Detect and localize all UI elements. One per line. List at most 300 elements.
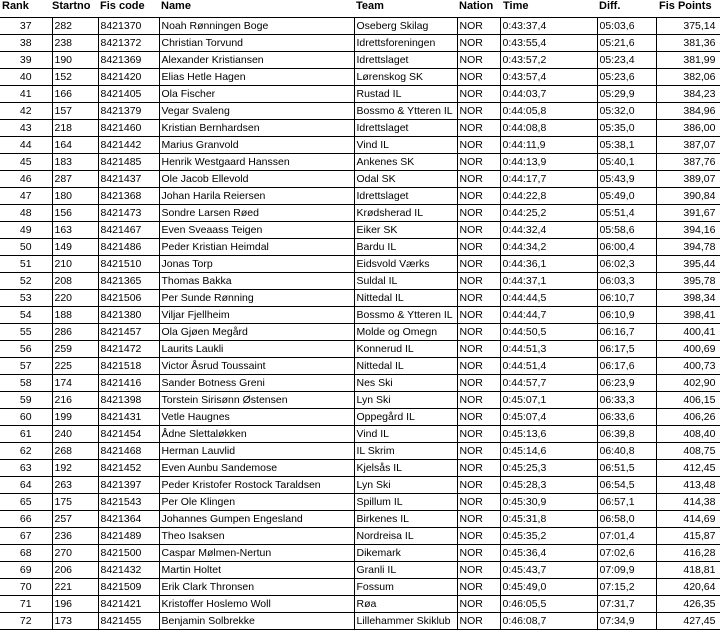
cell-team: Nes Ski (354, 375, 457, 392)
cell-startno: 221 (52, 579, 98, 596)
cell-fis-code: 8421365 (98, 273, 159, 290)
cell-diff: 05:29,9 (597, 86, 656, 103)
cell-team: Ankenes SK (354, 154, 457, 171)
cell-fis-points: 384,23 (656, 86, 720, 103)
cell-fis-points: 400,69 (656, 341, 720, 358)
cell-nation: NOR (457, 290, 500, 307)
cell-startno: 259 (52, 341, 98, 358)
cell-nation: NOR (457, 341, 500, 358)
cell-team: Molde og Omegn (354, 324, 457, 341)
cell-name: Peder Kristian Heimdal (159, 239, 354, 256)
cell-team: Idrettslaget (354, 52, 457, 69)
cell-time: 0:45:35,2 (500, 528, 597, 545)
header-nation: Nation (459, 0, 494, 12)
cell-team: Konnerud IL (354, 341, 457, 358)
cell-name: Victor Åsrud Toussaint (159, 358, 354, 375)
cell-nation: NOR (457, 426, 500, 443)
cell-diff: 05:23,4 (597, 52, 656, 69)
cell-diff: 06:10,7 (597, 290, 656, 307)
cell-rank: 63 (0, 460, 52, 477)
header-fis-code: Fis code (100, 0, 145, 12)
table-row (0, 494, 720, 511)
cell-fis-points: 395,44 (656, 256, 720, 273)
cell-diff: 06:23,9 (597, 375, 656, 392)
cell-diff: 05:58,6 (597, 222, 656, 239)
cell-name: Herman Lauvlid (159, 443, 354, 460)
cell-team: Granli IL (354, 562, 457, 579)
cell-nation: NOR (457, 120, 500, 137)
table-row (0, 188, 720, 205)
cell-nation: NOR (457, 324, 500, 341)
cell-team: Oseberg Skilag (354, 18, 457, 35)
cell-name: Kristian Bernhardsen (159, 120, 354, 137)
cell-name: Christian Torvund (159, 35, 354, 52)
cell-nation: NOR (457, 613, 500, 630)
cell-fis-code: 8421472 (98, 341, 159, 358)
cell-time: 0:44:44,7 (500, 307, 597, 324)
cell-startno: 180 (52, 188, 98, 205)
cell-nation: NOR (457, 545, 500, 562)
cell-nation: NOR (457, 18, 500, 35)
cell-fis-points: 402,90 (656, 375, 720, 392)
table-row (0, 358, 720, 375)
cell-time: 0:44:50,5 (500, 324, 597, 341)
cell-name: Laurits Laukli (159, 341, 354, 358)
cell-rank: 48 (0, 205, 52, 222)
cell-nation: NOR (457, 171, 500, 188)
cell-diff: 07:15,2 (597, 579, 656, 596)
cell-name: Martin Holtet (159, 562, 354, 579)
cell-team: Idrettsforeningen (354, 35, 457, 52)
cell-time: 0:44:22,8 (500, 188, 597, 205)
header-time: Time (503, 0, 529, 12)
cell-rank: 68 (0, 545, 52, 562)
cell-diff: 06:17,5 (597, 341, 656, 358)
cell-diff: 05:35,0 (597, 120, 656, 137)
cell-fis-code: 8421397 (98, 477, 159, 494)
cell-fis-code: 8421416 (98, 375, 159, 392)
cell-team: Suldal IL (354, 273, 457, 290)
cell-nation: NOR (457, 154, 500, 171)
cell-fis-code: 8421370 (98, 18, 159, 35)
cell-time: 0:43:55,4 (500, 35, 597, 52)
cell-team: Lillehammer Skiklub (354, 613, 457, 630)
cell-name: Henrik Westgaard Hanssen (159, 154, 354, 171)
cell-nation: NOR (457, 409, 500, 426)
cell-nation: NOR (457, 579, 500, 596)
cell-rank: 42 (0, 103, 52, 120)
cell-team: Eiker SK (354, 222, 457, 239)
header-rank: Rank (2, 0, 29, 12)
cell-fis-code: 8421364 (98, 511, 159, 528)
cell-rank: 47 (0, 188, 52, 205)
cell-fis-code: 8421460 (98, 120, 159, 137)
cell-fis-points: 381,99 (656, 52, 720, 69)
cell-fis-code: 8421543 (98, 494, 159, 511)
cell-team: Krødsherad IL (354, 205, 457, 222)
cell-fis-code: 8421442 (98, 137, 159, 154)
cell-team: Nittedal IL (354, 290, 457, 307)
cell-nation: NOR (457, 222, 500, 239)
cell-fis-points: 375,14 (656, 18, 720, 35)
table-row (0, 545, 720, 562)
cell-name: Elias Hetle Hagen (159, 69, 354, 86)
cell-diff: 05:32,0 (597, 103, 656, 120)
cell-startno: 270 (52, 545, 98, 562)
table-row (0, 273, 720, 290)
cell-diff: 06:33,6 (597, 409, 656, 426)
cell-time: 0:45:13,6 (500, 426, 597, 443)
cell-name: Per Sunde Rønning (159, 290, 354, 307)
cell-nation: NOR (457, 273, 500, 290)
cell-diff: 05:21,6 (597, 35, 656, 52)
cell-name: Kristoffer Hoslemo Woll (159, 596, 354, 613)
cell-rank: 38 (0, 35, 52, 52)
cell-name: Sondre Larsen Røed (159, 205, 354, 222)
cell-fis-code: 8421372 (98, 35, 159, 52)
cell-startno: 163 (52, 222, 98, 239)
cell-name: Even Sveaass Teigen (159, 222, 354, 239)
cell-name: Ola Gjøen Megård (159, 324, 354, 341)
cell-name: Ola Fischer (159, 86, 354, 103)
cell-rank: 44 (0, 137, 52, 154)
header-name: Name (161, 0, 191, 12)
cell-team: Idrettslaget (354, 188, 457, 205)
cell-fis-code: 8421485 (98, 154, 159, 171)
cell-fis-code: 8421457 (98, 324, 159, 341)
table-row (0, 409, 720, 426)
cell-time: 0:44:32,4 (500, 222, 597, 239)
cell-rank: 66 (0, 511, 52, 528)
table-row (0, 69, 720, 86)
cell-nation: NOR (457, 494, 500, 511)
cell-diff: 06:51,5 (597, 460, 656, 477)
cell-team: Lørenskog SK (354, 69, 457, 86)
cell-diff: 06:17,6 (597, 358, 656, 375)
cell-rank: 69 (0, 562, 52, 579)
cell-diff: 05:51,4 (597, 205, 656, 222)
cell-time: 0:45:43,7 (500, 562, 597, 579)
cell-startno: 220 (52, 290, 98, 307)
cell-time: 0:45:49,0 (500, 579, 597, 596)
cell-startno: 225 (52, 358, 98, 375)
cell-rank: 56 (0, 341, 52, 358)
cell-nation: NOR (457, 596, 500, 613)
cell-fis-points: 408,40 (656, 426, 720, 443)
cell-nation: NOR (457, 443, 500, 460)
cell-name: Johan Harila Reiersen (159, 188, 354, 205)
cell-nation: NOR (457, 511, 500, 528)
table-row (0, 426, 720, 443)
cell-name: Ådne Slettaløkken (159, 426, 354, 443)
cell-fis-points: 427,45 (656, 613, 720, 630)
header-diff: Diff. (599, 0, 621, 12)
cell-name: Viljar Fjellheim (159, 307, 354, 324)
cell-startno: 199 (52, 409, 98, 426)
cell-startno: 192 (52, 460, 98, 477)
cell-diff: 07:01,4 (597, 528, 656, 545)
cell-diff: 06:00,4 (597, 239, 656, 256)
cell-rank: 51 (0, 256, 52, 273)
cell-team: Bossmo & Ytteren IL (354, 103, 457, 120)
cell-fis-code: 8421437 (98, 171, 159, 188)
cell-name: Torstein Sirisønn Østensen (159, 392, 354, 409)
cell-nation: NOR (457, 392, 500, 409)
cell-fis-points: 394,16 (656, 222, 720, 239)
cell-team: Dikemark (354, 545, 457, 562)
cell-nation: NOR (457, 205, 500, 222)
cell-name: Ole Jacob Ellevold (159, 171, 354, 188)
cell-fis-code: 8421506 (98, 290, 159, 307)
cell-nation: NOR (457, 69, 500, 86)
cell-diff: 06:54,5 (597, 477, 656, 494)
cell-nation: NOR (457, 103, 500, 120)
cell-name: Marius Granvold (159, 137, 354, 154)
cell-fis-points: 418,81 (656, 562, 720, 579)
cell-rank: 55 (0, 324, 52, 341)
cell-time: 0:43:57,4 (500, 69, 597, 86)
cell-nation: NOR (457, 477, 500, 494)
cell-startno: 208 (52, 273, 98, 290)
cell-startno: 238 (52, 35, 98, 52)
table-row (0, 103, 720, 120)
cell-diff: 06:03,3 (597, 273, 656, 290)
cell-name: Erik Clark Thronsen (159, 579, 354, 596)
cell-fis-code: 8421518 (98, 358, 159, 375)
cell-rank: 61 (0, 426, 52, 443)
cell-fis-points: 415,87 (656, 528, 720, 545)
cell-name: Benjamin Solbrekke (159, 613, 354, 630)
cell-fis-points: 414,38 (656, 494, 720, 511)
cell-fis-code: 8421380 (98, 307, 159, 324)
cell-fis-points: 416,28 (656, 545, 720, 562)
cell-rank: 52 (0, 273, 52, 290)
cell-rank: 43 (0, 120, 52, 137)
cell-rank: 49 (0, 222, 52, 239)
cell-fis-code: 8421454 (98, 426, 159, 443)
table-row (0, 171, 720, 188)
cell-fis-code: 8421500 (98, 545, 159, 562)
cell-fis-code: 8421421 (98, 596, 159, 613)
cell-fis-code: 8421468 (98, 443, 159, 460)
cell-fis-code: 8421379 (98, 103, 159, 120)
cell-startno: 257 (52, 511, 98, 528)
cell-startno: 216 (52, 392, 98, 409)
cell-startno: 236 (52, 528, 98, 545)
cell-name: Caspar Mølmen-Nertun (159, 545, 354, 562)
table-row (0, 307, 720, 324)
cell-time: 0:44:36,1 (500, 256, 597, 273)
cell-time: 0:44:37,1 (500, 273, 597, 290)
cell-fis-points: 391,67 (656, 205, 720, 222)
cell-fis-points: 384,96 (656, 103, 720, 120)
cell-rank: 50 (0, 239, 52, 256)
cell-rank: 40 (0, 69, 52, 86)
cell-fis-points: 408,75 (656, 443, 720, 460)
cell-startno: 164 (52, 137, 98, 154)
cell-fis-code: 8421473 (98, 205, 159, 222)
cell-diff: 06:58,0 (597, 511, 656, 528)
cell-rank: 64 (0, 477, 52, 494)
cell-diff: 05:40,1 (597, 154, 656, 171)
cell-fis-points: 386,00 (656, 120, 720, 137)
cell-startno: 240 (52, 426, 98, 443)
cell-startno: 190 (52, 52, 98, 69)
cell-nation: NOR (457, 86, 500, 103)
table-row (0, 86, 720, 103)
cell-fis-points: 387,07 (656, 137, 720, 154)
cell-time: 0:46:08,7 (500, 613, 597, 630)
cell-diff: 06:40,8 (597, 443, 656, 460)
cell-time: 0:45:14,6 (500, 443, 597, 460)
cell-fis-points: 390,84 (656, 188, 720, 205)
cell-startno: 287 (52, 171, 98, 188)
cell-diff: 06:02,3 (597, 256, 656, 273)
header-team: Team (356, 0, 384, 12)
cell-team: Bardu IL (354, 239, 457, 256)
cell-nation: NOR (457, 375, 500, 392)
cell-time: 0:45:07,4 (500, 409, 597, 426)
cell-name: Vetle Haugnes (159, 409, 354, 426)
cell-fis-code: 8421420 (98, 69, 159, 86)
cell-rank: 54 (0, 307, 52, 324)
cell-rank: 65 (0, 494, 52, 511)
cell-name: Vegar Svaleng (159, 103, 354, 120)
cell-diff: 07:31,7 (597, 596, 656, 613)
cell-fis-points: 381,36 (656, 35, 720, 52)
cell-fis-code: 8421489 (98, 528, 159, 545)
cell-startno: 152 (52, 69, 98, 86)
cell-startno: 173 (52, 613, 98, 630)
table-row (0, 290, 720, 307)
cell-name: Noah Rønningen Boge (159, 18, 354, 35)
table-row (0, 613, 720, 630)
cell-fis-points: 395,78 (656, 273, 720, 290)
cell-nation: NOR (457, 35, 500, 52)
cell-rank: 41 (0, 86, 52, 103)
cell-name: Johannes Gumpen Engesland (159, 511, 354, 528)
cell-fis-code: 8421405 (98, 86, 159, 103)
cell-rank: 37 (0, 18, 52, 35)
cell-fis-code: 8421452 (98, 460, 159, 477)
cell-diff: 06:33,3 (597, 392, 656, 409)
cell-fis-points: 394,78 (656, 239, 720, 256)
cell-name: Even Aunbu Sandemose (159, 460, 354, 477)
cell-rank: 72 (0, 613, 52, 630)
cell-diff: 07:09,9 (597, 562, 656, 579)
cell-fis-code: 8421486 (98, 239, 159, 256)
cell-startno: 286 (52, 324, 98, 341)
cell-name: Sander Botness Greni (159, 375, 354, 392)
cell-fis-code: 8421431 (98, 409, 159, 426)
cell-time: 0:44:57,7 (500, 375, 597, 392)
cell-startno: 157 (52, 103, 98, 120)
cell-time: 0:45:28,3 (500, 477, 597, 494)
cell-time: 0:45:07,1 (500, 392, 597, 409)
cell-fis-points: 412,45 (656, 460, 720, 477)
cell-team: Spillum IL (354, 494, 457, 511)
cell-diff: 06:57,1 (597, 494, 656, 511)
cell-team: Nordreisa IL (354, 528, 457, 545)
cell-rank: 59 (0, 392, 52, 409)
cell-diff: 05:23,6 (597, 69, 656, 86)
cell-startno: 218 (52, 120, 98, 137)
header-startno: Startno (52, 0, 91, 12)
cell-time: 0:44:34,2 (500, 239, 597, 256)
table-row (0, 392, 720, 409)
cell-team: Odal SK (354, 171, 457, 188)
cell-rank: 53 (0, 290, 52, 307)
table-row (0, 375, 720, 392)
cell-time: 0:44:44,5 (500, 290, 597, 307)
cell-name: Alexander Kristiansen (159, 52, 354, 69)
cell-team: Eidsvold Værks (354, 256, 457, 273)
cell-fis-code: 8421368 (98, 188, 159, 205)
cell-nation: NOR (457, 528, 500, 545)
cell-diff: 05:43,9 (597, 171, 656, 188)
cell-fis-points: 406,26 (656, 409, 720, 426)
cell-fis-points: 420,64 (656, 579, 720, 596)
cell-startno: 196 (52, 596, 98, 613)
table-row (0, 205, 720, 222)
cell-time: 0:44:13,9 (500, 154, 597, 171)
cell-fis-code: 8421467 (98, 222, 159, 239)
table-row (0, 562, 720, 579)
cell-team: IL Skrim (354, 443, 457, 460)
cell-team: Bossmo & Ytteren IL (354, 307, 457, 324)
table-row (0, 460, 720, 477)
cell-fis-points: 387,76 (656, 154, 720, 171)
cell-time: 0:45:36,4 (500, 545, 597, 562)
cell-team: Birkenes IL (354, 511, 457, 528)
cell-fis-points: 398,41 (656, 307, 720, 324)
cell-startno: 282 (52, 18, 98, 35)
table-row (0, 120, 720, 137)
cell-diff: 07:34,9 (597, 613, 656, 630)
cell-time: 0:43:57,2 (500, 52, 597, 69)
cell-time: 0:44:51,3 (500, 341, 597, 358)
cell-rank: 57 (0, 358, 52, 375)
cell-fis-points: 382,06 (656, 69, 720, 86)
cell-startno: 166 (52, 86, 98, 103)
cell-startno: 156 (52, 205, 98, 222)
cell-fis-points: 414,69 (656, 511, 720, 528)
cell-team: Lyn Ski (354, 477, 457, 494)
cell-rank: 60 (0, 409, 52, 426)
cell-team: Idrettslaget (354, 120, 457, 137)
cell-rank: 71 (0, 596, 52, 613)
cell-team: Rustad IL (354, 86, 457, 103)
table-row (0, 579, 720, 596)
cell-rank: 58 (0, 375, 52, 392)
cell-time: 0:44:05,8 (500, 103, 597, 120)
cell-team: Vind IL (354, 426, 457, 443)
table-row (0, 18, 720, 35)
cell-time: 0:43:37,4 (500, 18, 597, 35)
cell-startno: 188 (52, 307, 98, 324)
cell-team: Lyn Ski (354, 392, 457, 409)
cell-nation: NOR (457, 256, 500, 273)
cell-rank: 62 (0, 443, 52, 460)
cell-startno: 210 (52, 256, 98, 273)
cell-rank: 46 (0, 171, 52, 188)
cell-fis-points: 389,07 (656, 171, 720, 188)
cell-name: Per Ole Klingen (159, 494, 354, 511)
table-row (0, 137, 720, 154)
cell-diff: 05:49,0 (597, 188, 656, 205)
table-row (0, 341, 720, 358)
cell-fis-points: 426,35 (656, 596, 720, 613)
